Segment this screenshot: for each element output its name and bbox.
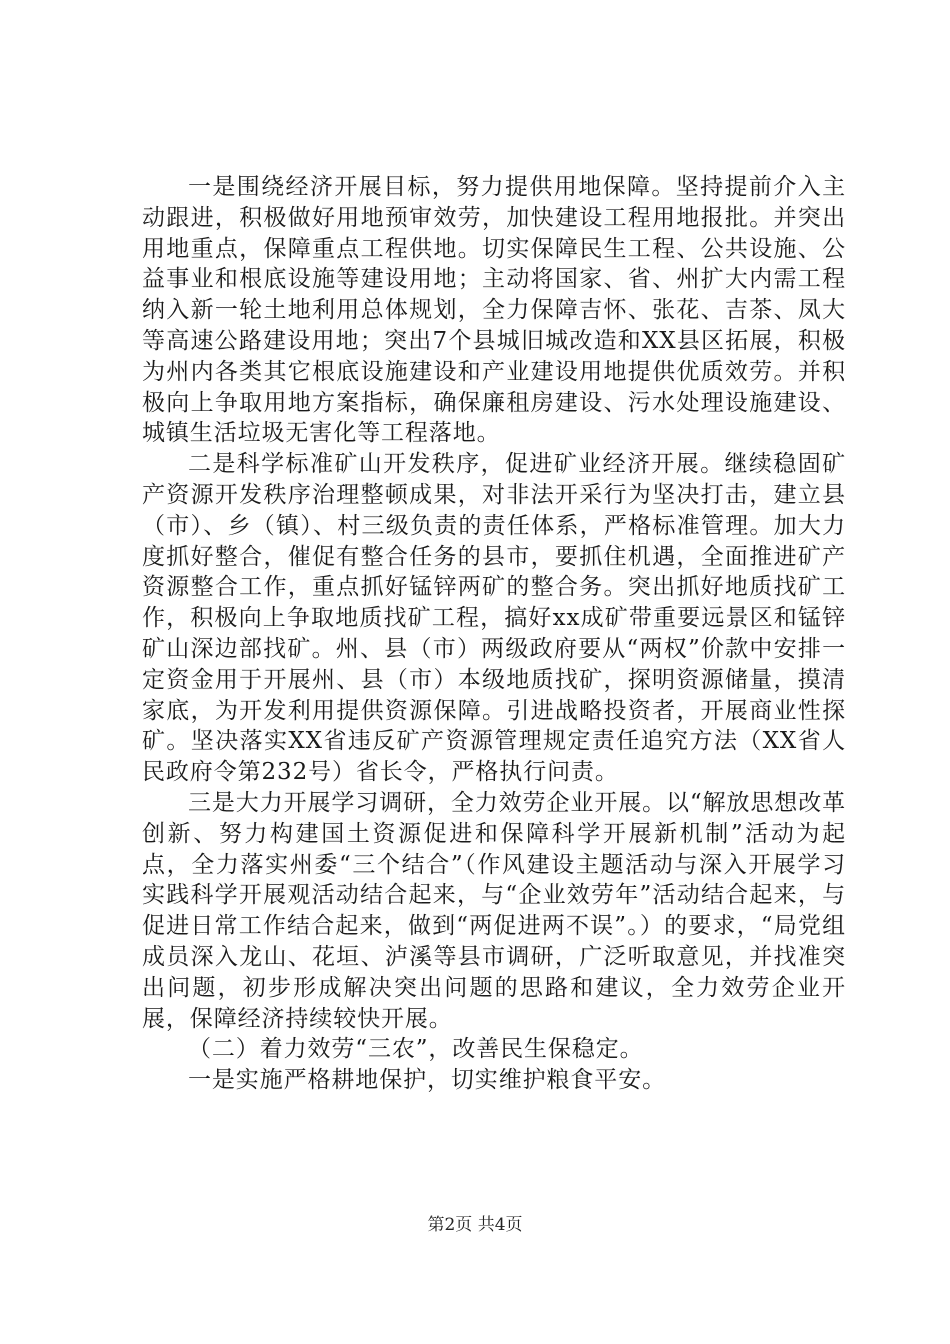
paragraph-mining-order: 二是科学标准矿山开发秩序，促进矿业经济开展。继续稳固矿产资源开发秩序治理整顿成果，对非法开采行为坚决打击，建立县（市）、乡（镇）、村三级负责的责任体系，严格标准管理。加大力度抓好整合，催促有整合任务的县市，要抓住机遇，全面推进矿产资源整合工作，重点抓好锰锌两矿的整合务。突出抓好地质找矿工作，积极向上争取地质找矿工程，搞好xx成矿带重要远景区和锰锌矿山深边部找矿。州、县（市）两级政府要从“两权”价款中安排一定资金用于开展州、县（市）本级地质找矿，探明资源储量，摸清家底，为开发利用提供资源保障。引进战略投资者，开展商业性探矿。坚决落实XX省违反矿产资源管理规定责任追究方法（XX省人民政府令第232号）省长令，严格执行问责。 [142, 451, 846, 786]
paragraph-study-research: 三是大力开展学习调研，全力效劳企业开展。以“解放思想改革创新、努力构建国土资源促进和保障科学开展新机制”活动为起点，全力落实州委“三个结合”（作风建设主题活动与深入开展学习实践科学开展观活动结合起来，与“企业效劳年”活动结合起来，与促进日常工作结合起来，做到“两促进两不误”。）的要求，“局党组成员深入龙山、花垣、泸溪等县市调研，广泛听取意见，并找准突出问题，初步形成解决突出问题的思路和建议，全力效劳企业开展，保障经济持续较快开展。 [142, 789, 846, 1032]
page-number-footer: 第2页 共4页 [427, 1215, 523, 1235]
section-heading: （二）着力效劳“三农”，改善民生保稳定。 [188, 1036, 644, 1063]
paragraph-land-use: 一是围绕经济开展目标，努力提供用地保障。坚持提前介入主动跟进，积极做好用地预审效劳，加快建设工程用地报批。并突出用地重点，保障重点工程供地。切实保障民生工程、公共设施、公益事业和根底设施等建设用地；主动将国家、省、州扩大内需工程纳入新一轮土地利用总体规划，全力保障吉怀、张花、吉茶、凤大等高速公路建设用地；突出7个县城旧城改造和XX县区拓展，积极为州内各类其它根底设施建设和产业建设用地提供优质效劳。并积极向上争取用地方案指标，确保廉租房建设、污水处理设施建设、城镇生活垃圾无害化等工程落地。 [142, 174, 846, 447]
paragraph-farmland-protection: 一是实施严格耕地保护，切实维护粮食平安。 [188, 1067, 666, 1094]
document-body [142, 172, 846, 1096]
